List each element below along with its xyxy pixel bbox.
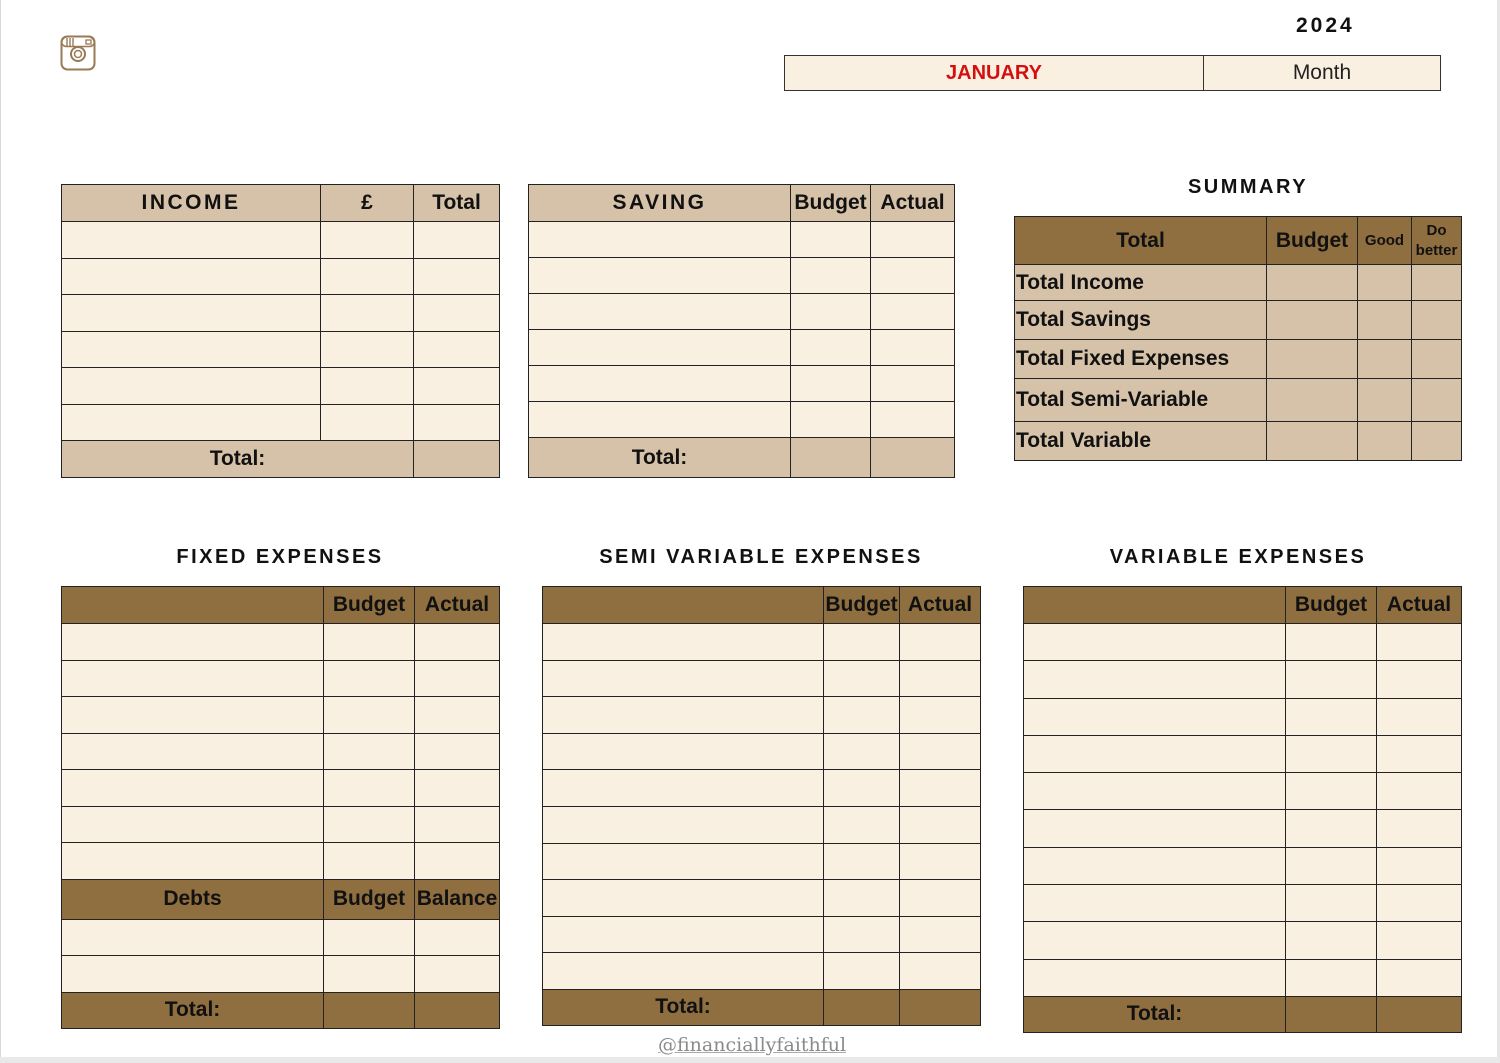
variable-actual-header: Actual: [1377, 587, 1462, 624]
fixed-total-budget[interactable]: [324, 992, 415, 1028]
saving-row-cell[interactable]: [791, 294, 871, 330]
fixed-row-cell[interactable]: [415, 806, 500, 843]
income-row-cell[interactable]: [321, 331, 414, 368]
summary-total-header: Total: [1015, 217, 1267, 265]
semi-row: [543, 880, 981, 917]
semi-row-cell[interactable]: [543, 843, 824, 880]
variable-row-cell[interactable]: [1286, 773, 1377, 810]
fixed-row: [62, 624, 500, 661]
semi-row-cell[interactable]: [824, 953, 900, 990]
variable-row: [1024, 922, 1462, 959]
semi-row-cell[interactable]: [824, 697, 900, 734]
semi-row: [543, 697, 981, 734]
semi-row: [543, 843, 981, 880]
variable-row: [1024, 847, 1462, 884]
fixed-row-cell[interactable]: [415, 624, 500, 661]
semi-row-cell[interactable]: [824, 770, 900, 807]
summary-row-label: Total Fixed Expenses: [1015, 340, 1267, 379]
variable-row-cell[interactable]: [1024, 624, 1286, 661]
variable-row-cell[interactable]: [1024, 735, 1286, 772]
semi-total-actual[interactable]: [900, 989, 981, 1025]
income-row-cell[interactable]: [62, 222, 321, 259]
income-amount-header: £: [321, 185, 414, 222]
variable-row-cell[interactable]: [1286, 624, 1377, 661]
income-row: [62, 404, 500, 441]
saving-row-cell[interactable]: [529, 258, 791, 294]
summary-cell[interactable]: [1412, 340, 1462, 379]
variable-row-cell[interactable]: [1377, 885, 1462, 922]
income-row-cell[interactable]: [414, 295, 500, 332]
semi-row-cell[interactable]: [900, 624, 981, 661]
variable-row-cell[interactable]: [1024, 773, 1286, 810]
fixed-row-cell[interactable]: [415, 770, 500, 807]
saving-table: [528, 184, 955, 478]
fixed-row: [62, 770, 500, 807]
income-total-label: Total:: [62, 441, 414, 478]
semi-name-header: [543, 587, 824, 624]
semi-budget-header: Budget: [824, 587, 900, 624]
semi-row-cell[interactable]: [824, 624, 900, 661]
summary-do-better-header: Do better: [1412, 217, 1462, 265]
income-row-cell[interactable]: [414, 258, 500, 295]
saving-row-cell[interactable]: [791, 366, 871, 402]
semi-row: [543, 660, 981, 697]
variable-row-cell[interactable]: [1024, 885, 1286, 922]
semi-row-cell[interactable]: [900, 916, 981, 953]
income-row-cell[interactable]: [321, 295, 414, 332]
semi-row-cell[interactable]: [900, 880, 981, 917]
summary-cell[interactable]: [1358, 340, 1412, 379]
income-row-cell[interactable]: [62, 404, 321, 441]
debts-row-cell[interactable]: [324, 919, 415, 956]
summary-cell[interactable]: [1358, 422, 1412, 461]
semi-row-cell[interactable]: [543, 770, 824, 807]
income-row: [62, 295, 500, 332]
variable-row-cell[interactable]: [1024, 698, 1286, 735]
variable-row-cell[interactable]: [1377, 773, 1462, 810]
instagram-icon: [60, 35, 96, 71]
fixed-row: [62, 697, 500, 734]
semi-row-cell[interactable]: [824, 806, 900, 843]
fixed-row-cell[interactable]: [62, 624, 324, 661]
semi-variable-table: [542, 586, 981, 1026]
semi-row-cell[interactable]: [543, 697, 824, 734]
variable-total-budget[interactable]: [1286, 996, 1377, 1032]
debts-budget-header: Budget: [324, 879, 415, 919]
semi-row-cell[interactable]: [900, 660, 981, 697]
variable-row-cell[interactable]: [1286, 698, 1377, 735]
variable-budget-header: Budget: [1286, 587, 1377, 624]
summary-cell[interactable]: [1267, 379, 1358, 422]
fixed-actual-header: Actual: [415, 587, 500, 624]
saving-row-cell[interactable]: [529, 366, 791, 402]
fixed-row-cell[interactable]: [62, 733, 324, 770]
fixed-row-cell[interactable]: [324, 806, 415, 843]
bottom-strip: [0, 1057, 1500, 1063]
semi-row-cell[interactable]: [824, 733, 900, 770]
semi-actual-header: Actual: [900, 587, 981, 624]
variable-row-cell[interactable]: [1024, 922, 1286, 959]
income-row-cell[interactable]: [62, 368, 321, 405]
debts-header: Debts: [62, 879, 324, 919]
fixed-row: [62, 843, 500, 880]
summary-cell[interactable]: [1412, 265, 1462, 301]
saving-total-actual[interactable]: [871, 438, 955, 478]
fixed-row-cell[interactable]: [324, 660, 415, 697]
variable-row-cell[interactable]: [1286, 922, 1377, 959]
fixed-row: [62, 660, 500, 697]
variable-row-cell[interactable]: [1024, 661, 1286, 698]
saving-row-cell[interactable]: [871, 294, 955, 330]
income-header: INCOME: [62, 185, 321, 222]
saving-total-budget[interactable]: [791, 438, 871, 478]
semi-row: [543, 916, 981, 953]
fixed-row-cell[interactable]: [324, 733, 415, 770]
debts-row: [62, 919, 500, 956]
saving-total-label: Total:: [529, 438, 791, 478]
summary-good-header: Good: [1358, 217, 1412, 265]
semi-total-budget[interactable]: [824, 989, 900, 1025]
summary-cell[interactable]: [1412, 422, 1462, 461]
summary-cell[interactable]: [1358, 301, 1412, 340]
income-row-cell[interactable]: [321, 368, 414, 405]
income-row-cell[interactable]: [321, 258, 414, 295]
debts-row-cell[interactable]: [324, 956, 415, 993]
fixed-row-cell[interactable]: [62, 770, 324, 807]
variable-row-cell[interactable]: [1024, 847, 1286, 884]
semi-row: [543, 953, 981, 990]
variable-row: [1024, 885, 1462, 922]
semi-row-cell[interactable]: [900, 953, 981, 990]
summary-budget-header: Budget: [1267, 217, 1358, 265]
fixed-row-cell[interactable]: [324, 697, 415, 734]
semi-row-cell[interactable]: [543, 880, 824, 917]
summary-title: SUMMARY: [1187, 176, 1309, 198]
saving-row-cell[interactable]: [871, 402, 955, 438]
income-row: [62, 368, 500, 405]
saving-row: [529, 366, 955, 402]
variable-row-cell[interactable]: [1377, 698, 1462, 735]
semi-row-cell[interactable]: [824, 916, 900, 953]
variable-row-cell[interactable]: [1286, 810, 1377, 847]
income-row-cell[interactable]: [62, 258, 321, 295]
semi-row-cell[interactable]: [543, 806, 824, 843]
income-total-header: Total: [414, 185, 500, 222]
variable-row-cell[interactable]: [1377, 922, 1462, 959]
saving-row-cell[interactable]: [529, 330, 791, 366]
saving-row: [529, 222, 955, 258]
fixed-row: [62, 806, 500, 843]
debts-row-cell[interactable]: [62, 956, 324, 993]
income-table: [61, 184, 500, 478]
saving-row: [529, 402, 955, 438]
variable-row: [1024, 773, 1462, 810]
page-edge-left: [0, 0, 1, 1063]
semi-total-label: Total:: [543, 989, 824, 1025]
income-row-cell[interactable]: [414, 404, 500, 441]
saving-row-cell[interactable]: [791, 330, 871, 366]
semi-row-cell[interactable]: [543, 733, 824, 770]
fixed-total-actual[interactable]: [415, 992, 500, 1028]
summary-cell[interactable]: [1358, 379, 1412, 422]
fixed-expenses-title: FIXED EXPENSES: [176, 546, 384, 568]
saving-row-cell[interactable]: [529, 222, 791, 258]
income-row-cell[interactable]: [62, 295, 321, 332]
semi-row-cell[interactable]: [900, 697, 981, 734]
income-row-cell[interactable]: [321, 222, 414, 259]
semi-row-cell[interactable]: [543, 916, 824, 953]
fixed-row-cell[interactable]: [324, 843, 415, 880]
month-bar: [784, 55, 1441, 91]
summary-cell[interactable]: [1412, 379, 1462, 422]
summary-cell[interactable]: [1358, 265, 1412, 301]
fixed-row-cell[interactable]: [324, 624, 415, 661]
income-total-value[interactable]: [414, 441, 500, 478]
fixed-budget-header: Budget: [324, 587, 415, 624]
footer-handle[interactable]: @financiallyfaithful: [658, 1034, 847, 1056]
summary-cell[interactable]: [1267, 265, 1358, 301]
income-row-cell[interactable]: [321, 404, 414, 441]
fixed-row: [62, 733, 500, 770]
saving-row-cell[interactable]: [791, 258, 871, 294]
fixed-row-cell[interactable]: [415, 660, 500, 697]
semi-row-cell[interactable]: [543, 953, 824, 990]
fixed-name-header: [62, 587, 324, 624]
variable-row-cell[interactable]: [1377, 661, 1462, 698]
income-row-cell[interactable]: [414, 222, 500, 259]
variable-row: [1024, 698, 1462, 735]
semi-row-cell[interactable]: [824, 843, 900, 880]
debts-row: [62, 956, 500, 993]
semi-row-cell[interactable]: [900, 843, 981, 880]
variable-row: [1024, 810, 1462, 847]
fixed-row-cell[interactable]: [324, 770, 415, 807]
fixed-row-cell[interactable]: [62, 697, 324, 734]
income-row: [62, 222, 500, 259]
variable-row-cell[interactable]: [1286, 735, 1377, 772]
saving-row-cell[interactable]: [529, 294, 791, 330]
semi-row: [543, 733, 981, 770]
variable-row-cell[interactable]: [1377, 847, 1462, 884]
semi-row: [543, 770, 981, 807]
semi-row: [543, 806, 981, 843]
saving-actual-header: Actual: [871, 185, 955, 222]
variable-row-cell[interactable]: [1286, 661, 1377, 698]
month-label: Month: [1292, 61, 1352, 84]
month-name[interactable]: JANUARY: [785, 56, 1204, 90]
saving-row-cell[interactable]: [791, 402, 871, 438]
year-label: 2024: [1296, 14, 1355, 37]
summary-row-label: Total Variable: [1015, 422, 1267, 461]
semi-row: [543, 624, 981, 661]
semi-row-cell[interactable]: [543, 660, 824, 697]
summary-row-label: Total Savings: [1015, 301, 1267, 340]
variable-expenses-title: VARIABLE EXPENSES: [1109, 546, 1367, 568]
summary-row-label: Total Income: [1015, 265, 1267, 301]
variable-row-cell[interactable]: [1024, 959, 1286, 996]
variable-row: [1024, 624, 1462, 661]
semi-row-cell[interactable]: [900, 806, 981, 843]
saving-row-cell[interactable]: [871, 330, 955, 366]
semi-variable-title: SEMI VARIABLE EXPENSES: [599, 546, 923, 568]
fixed-row-cell[interactable]: [415, 697, 500, 734]
saving-row-cell[interactable]: [871, 258, 955, 294]
income-row-cell[interactable]: [414, 331, 500, 368]
debts-balance-header: Balance: [415, 879, 500, 919]
saving-header: SAVING: [529, 185, 791, 222]
saving-row-cell[interactable]: [871, 222, 955, 258]
summary-table: [1014, 216, 1462, 461]
semi-row-cell[interactable]: [824, 880, 900, 917]
summary-row-label: Total Semi-Variable: [1015, 379, 1267, 422]
variable-name-header: [1024, 587, 1286, 624]
semi-row-cell[interactable]: [543, 624, 824, 661]
income-row: [62, 331, 500, 368]
variable-total-label: Total:: [1024, 996, 1286, 1032]
summary-cell[interactable]: [1267, 422, 1358, 461]
summary-cell[interactable]: [1267, 340, 1358, 379]
variable-row-cell[interactable]: [1377, 624, 1462, 661]
saving-row-cell[interactable]: [791, 222, 871, 258]
variable-row: [1024, 959, 1462, 996]
variable-row-cell[interactable]: [1286, 847, 1377, 884]
saving-row-cell[interactable]: [529, 402, 791, 438]
fixed-row-cell[interactable]: [62, 806, 324, 843]
variable-row: [1024, 661, 1462, 698]
saving-row-cell[interactable]: [871, 366, 955, 402]
fixed-row-cell[interactable]: [62, 660, 324, 697]
semi-row-cell[interactable]: [900, 770, 981, 807]
debts-row-cell[interactable]: [415, 956, 500, 993]
variable-row-cell[interactable]: [1377, 959, 1462, 996]
income-row: [62, 258, 500, 295]
debts-row-cell[interactable]: [62, 919, 324, 956]
summary-cell[interactable]: [1412, 301, 1462, 340]
variable-row-cell[interactable]: [1377, 810, 1462, 847]
semi-row-cell[interactable]: [900, 733, 981, 770]
semi-row-cell[interactable]: [824, 660, 900, 697]
summary-cell[interactable]: [1267, 301, 1358, 340]
variable-row: [1024, 735, 1462, 772]
variable-row-cell[interactable]: [1286, 885, 1377, 922]
variable-row-cell[interactable]: [1377, 735, 1462, 772]
variable-row-cell[interactable]: [1286, 959, 1377, 996]
fixed-row-cell[interactable]: [62, 843, 324, 880]
fixed-row-cell[interactable]: [415, 733, 500, 770]
variable-total-actual[interactable]: [1377, 996, 1462, 1032]
variable-expenses-table: [1023, 586, 1462, 1033]
fixed-row-cell[interactable]: [415, 843, 500, 880]
fixed-expenses-table: [61, 586, 500, 1029]
saving-row: [529, 258, 955, 294]
variable-row-cell[interactable]: [1024, 810, 1286, 847]
income-row-cell[interactable]: [62, 331, 321, 368]
income-row-cell[interactable]: [414, 368, 500, 405]
saving-row: [529, 294, 955, 330]
saving-row: [529, 330, 955, 366]
fixed-total-label: Total:: [62, 992, 324, 1028]
debts-row-cell[interactable]: [415, 919, 500, 956]
saving-budget-header: Budget: [791, 185, 871, 222]
